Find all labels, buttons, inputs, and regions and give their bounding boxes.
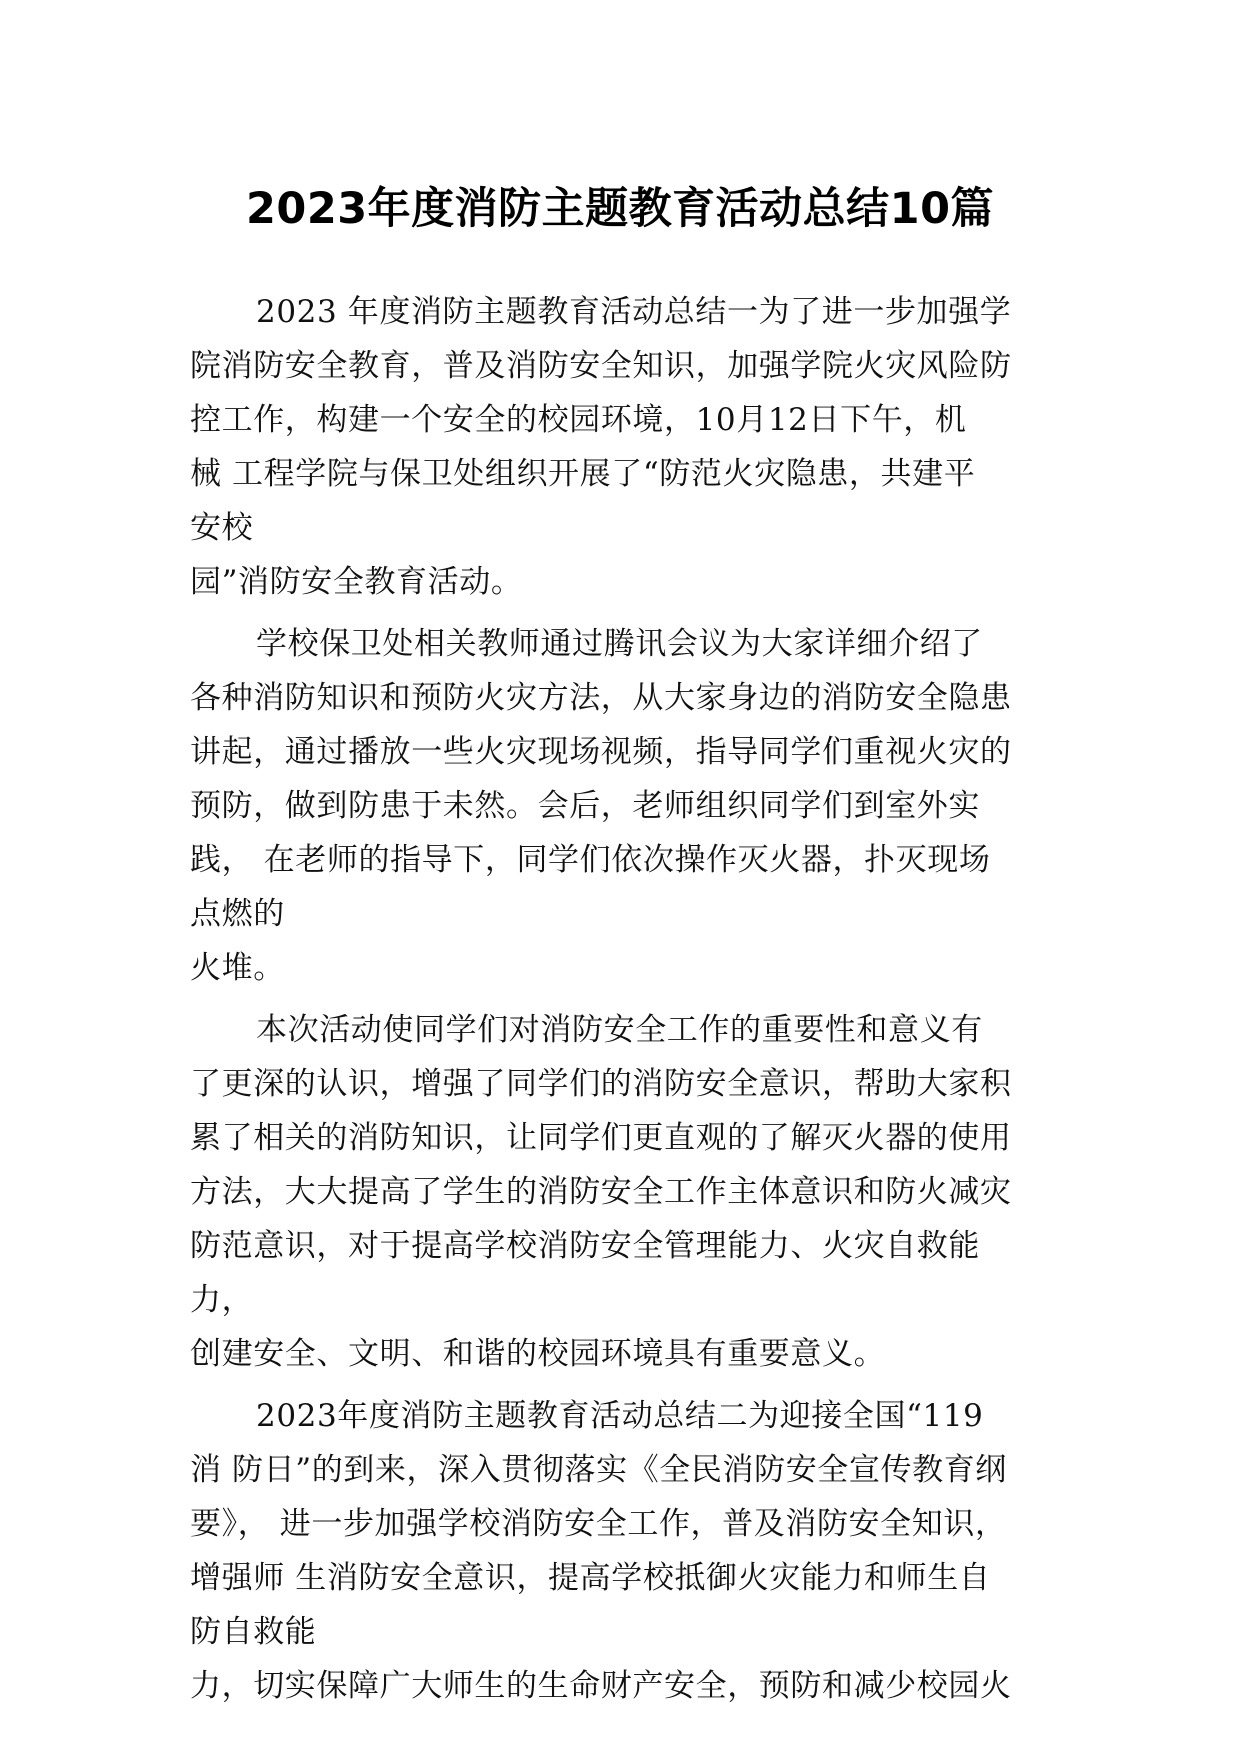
paragraph-line: 2023年度消防主题教育活动总结二为迎接全国“119 <box>256 1398 984 1434</box>
paragraph-line: 力， <box>190 1282 254 1318</box>
paragraph-line: 防自救能 <box>190 1614 317 1650</box>
paragraph-line: 践， 在老师的指导下，同学们依次操作灭火器，扑灭现场 <box>190 842 991 878</box>
paragraph-line: 消 防日”的到来，深入贯彻落实《全民消防安全宣传教育纲 <box>190 1452 1007 1488</box>
paragraph-3 <box>190 1003 1060 1381</box>
document-title: 2023年度消防主题教育活动总结10篇 <box>245 183 995 234</box>
paragraph-line: 2023 年度消防主题教育活动总结一为了进一步加强学 <box>256 294 1012 330</box>
paragraph-line: 控工作，构建一个安全的校园环境，10月12日下午，机 <box>190 402 967 438</box>
paragraph-line: 园”消防安全教育活动。 <box>190 564 523 600</box>
paragraph-line: 安校 <box>190 510 254 546</box>
paragraph-4 <box>190 1389 1060 1713</box>
paragraph-line: 防范意识，对于提高学校消防安全管理能力、火灾自救能 <box>190 1228 980 1264</box>
paragraph-line: 预防，做到防患于未然。会后，老师组织同学们到室外实 <box>190 788 980 824</box>
paragraph-line: 累了相关的消防知识，让同学们更直观的了解灭火器的使用 <box>190 1120 1012 1156</box>
paragraph-line: 点燃的 <box>190 896 285 932</box>
paragraph-line: 各种消防知识和预防火灾方法，从大家身边的消防安全隐患 <box>190 680 1012 716</box>
paragraph-line: 增强师 生消防安全意识，提高学校抵御火灾能力和师生自 <box>190 1560 991 1596</box>
paragraph-line: 械 工程学院与保卫处组织开展了“防范火灾隐患，共建平 <box>190 456 976 492</box>
paragraph-line: 了更深的认识，增强了同学们的消防安全意识，帮助大家积 <box>190 1066 1012 1102</box>
paragraph-line: 创建安全、文明、和谐的校园环境具有重要意义。 <box>190 1336 886 1372</box>
paragraph-2 <box>190 617 1060 995</box>
paragraph-line: 力，切实保障广大师生的生命财产安全，预防和减少校园火 <box>190 1668 1012 1704</box>
paragraph-line: 火堆。 <box>190 950 285 986</box>
paragraph-line: 要》， 进一步加强学校消防安全工作，普及消防安全知识， <box>190 1506 1007 1542</box>
paragraph-line: 本次活动使同学们对消防安全工作的重要性和意义有 <box>256 1012 983 1048</box>
document-body <box>190 285 1060 1721</box>
paragraph-line: 学校保卫处相关教师通过腾讯会议为大家详细介绍了 <box>256 626 983 662</box>
paragraph-1 <box>190 285 1060 609</box>
paragraph-line: 院消防安全教育，普及消防安全知识，加强学院火灾风险防 <box>190 348 1012 384</box>
paragraph-line: 方法，大大提高了学生的消防安全工作主体意识和防火减灾 <box>190 1174 1012 1210</box>
paragraph-line: 讲起，通过播放一些火灾现场视频，指导同学们重视火灾的 <box>190 734 1012 770</box>
